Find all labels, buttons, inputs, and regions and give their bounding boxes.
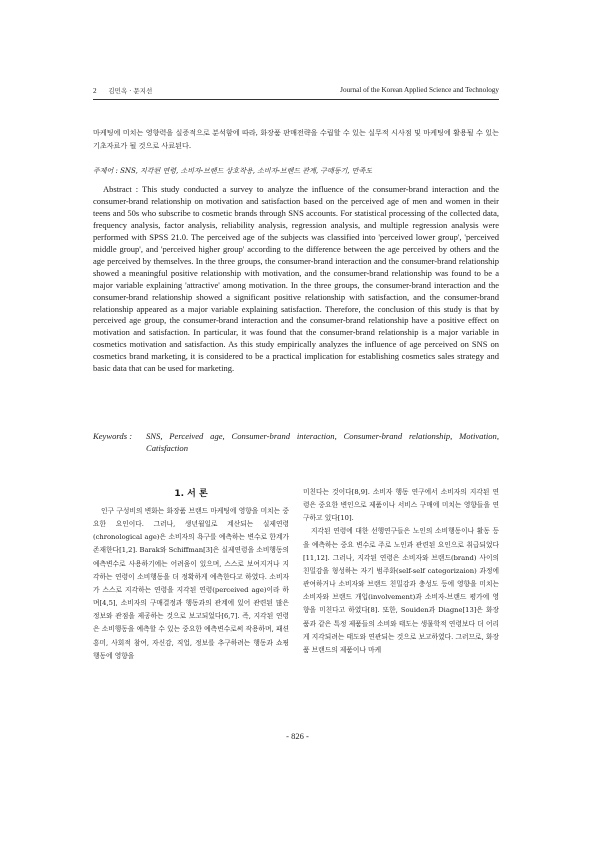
section-title: 1. 서 론	[174, 489, 208, 499]
abstract-label: Abstract :	[103, 184, 139, 194]
right-column	[303, 486, 499, 657]
header-divider	[93, 99, 499, 100]
header-authors: 김민옥 · 문지선	[108, 87, 153, 95]
left-column-paragraph: 인구 구성비의 변화는 화장품 브랜드 마케팅에 영향을 미치는 중요한 요인이다. 그러나, 생년월일로 계산되는 실제연령(chronological age)은 소비자의 욕구를 예측하는 변수로 한계가 존재한다[1,2]. Barak와 Schiffman[3]은 실제연령을 소비행동의 예측변수로 사용하기에는 어려움이 있으며, 스스로 보여지거나 지각하는 연령이 소비행동을 더 정확하게 예측한다고 하였다. 소비자가 스스로 지각하는 연령을 지각된 연령(perceived age)이라 하며[4,5], 소비자의 구매결정과 행동과의 관계에 있어 관련된 많은 정보와 관점을 제공하는 것으로 보고되었다[6,7]. 즉, 지각된 연령은 소비행동을 예측할 수 있는 중요한 예측변수로써 작용하며, 패션 흥미, 사회적 참여, 자신감, 직업, 정보를 추구하려는 행동과 쇼핑 행동에 영향을	[93, 507, 289, 660]
korean-keywords-label: 주제어 :	[93, 167, 118, 175]
english-keywords-list: SNS, Perceived age, Consumer-brand interaction, Consumer-brand relationship, Motivation, Catisfaction	[146, 431, 499, 453]
korean-keywords-list: SNS, 지각된 연령, 소비자-브랜드 상호작용, 소비자-브랜드 관계, 구매동기, 만족도	[120, 167, 373, 175]
abstract-text: This study conducted a survey to analyze the influence of the consumer-brand interaction and the consumer-brand relationship on motivation and satisfaction based on the perceived age of men and women in their teens and 50s who subscribe to cosmetic brands through SNS accounts. For statistical processing of the collected data, frequency analysis, factor analysis, reliability analysis, regression analysis, and multiple regression analysis were performed with SPSS 21.0. The perceived age of the subjects was classified into 'perceived lower group', 'perceived middle group', and 'perceived higher group' according to the difference between the age perceived by others and the age perceived by themselves. In the three groups, the consumer-brand interaction and the consumer-brand relationship showed a meaningful positive relationship with motivation, and the consumer-brand relationship was found to be a major variable explaining 'attractive' among motivation. In the three groups, the consumer-brand interaction and the consumer-brand relationship showed a significant positive relationship with satisfaction, and the consumer-brand relationship appeared as a major variable explaining satisfaction. Therefore, the conclusion of this study is that by perceived age group, the consumer-brand interaction and the consumer-brand relationship have a positive effect on motivation and satisfaction. In particular, it was found that the consumer-brand relationship is a major variable in cosmetics motivation and satisfaction. As this study empirically analyzes the influence of age perceived on SNS on cosmetics brand marketing, it is considered to be a practical implication for establishing cosmetics sales strategy and basic data that can be used for marketing.	[93, 184, 499, 374]
left-column	[93, 505, 289, 663]
header-journal: Journal of the Korean Applied Science and Technology	[340, 86, 499, 94]
korean-keywords	[93, 165, 499, 177]
right-column-paragraph-1: 미친다는 것이다[8,9]. 소비자 행동 연구에서 소비자의 지각된 연령은 중요한 변인으로 제품이나 서비스 구매에 미치는 영향들을 연구하고 있다[10].	[303, 488, 499, 523]
running-header	[93, 86, 499, 98]
english-keywords-label: Keywords :	[93, 431, 133, 441]
english-abstract	[93, 184, 499, 375]
header-left	[93, 86, 152, 95]
korean-abstract-ending: 마케팅에 미치는 영향력을 실증적으로 분석함에 따라, 화장품 판매전략을 수립할 수 있는 실무적 시사점 및 마케팅에 활용될 수 있는 기초자료가 될 것으로 사료된다.	[93, 128, 499, 150]
english-keywords	[93, 430, 499, 453]
header-page-number: 2	[93, 87, 97, 95]
right-column-paragraph-2: 지각된 연령에 대한 선행연구들은 노인의 소비행동이나 활동 등을 예측하는 중요 변수로 주로 노인과 관련된 요인으로 취급되었다[11,12]. 그러나, 지각된 연령은 소비자와 브랜드(brand) 사이의 친밀감을 형성하는 자기 범주화(self-self categorizaion) 과정에 관여하거나 소비자와 브랜드 친밀감과 충성도 등에 영향을 미치는 소비자와 브랜드 개입(involvement)과 소비자-브랜드 평가에 영향을 미친다고 하였다[8]. 또한, Souiden과 Diagne[13]은 화장품과 같은 특정 제품들의 소비와 태도는 생물학적 연령보다 더 어리게 지각되려는 태도와 연관되는 것으로 보고하였다. 그러므로, 화장품 브랜드의 제품이나 마케	[303, 527, 499, 654]
page-footer-number: - 826 -	[286, 731, 309, 741]
